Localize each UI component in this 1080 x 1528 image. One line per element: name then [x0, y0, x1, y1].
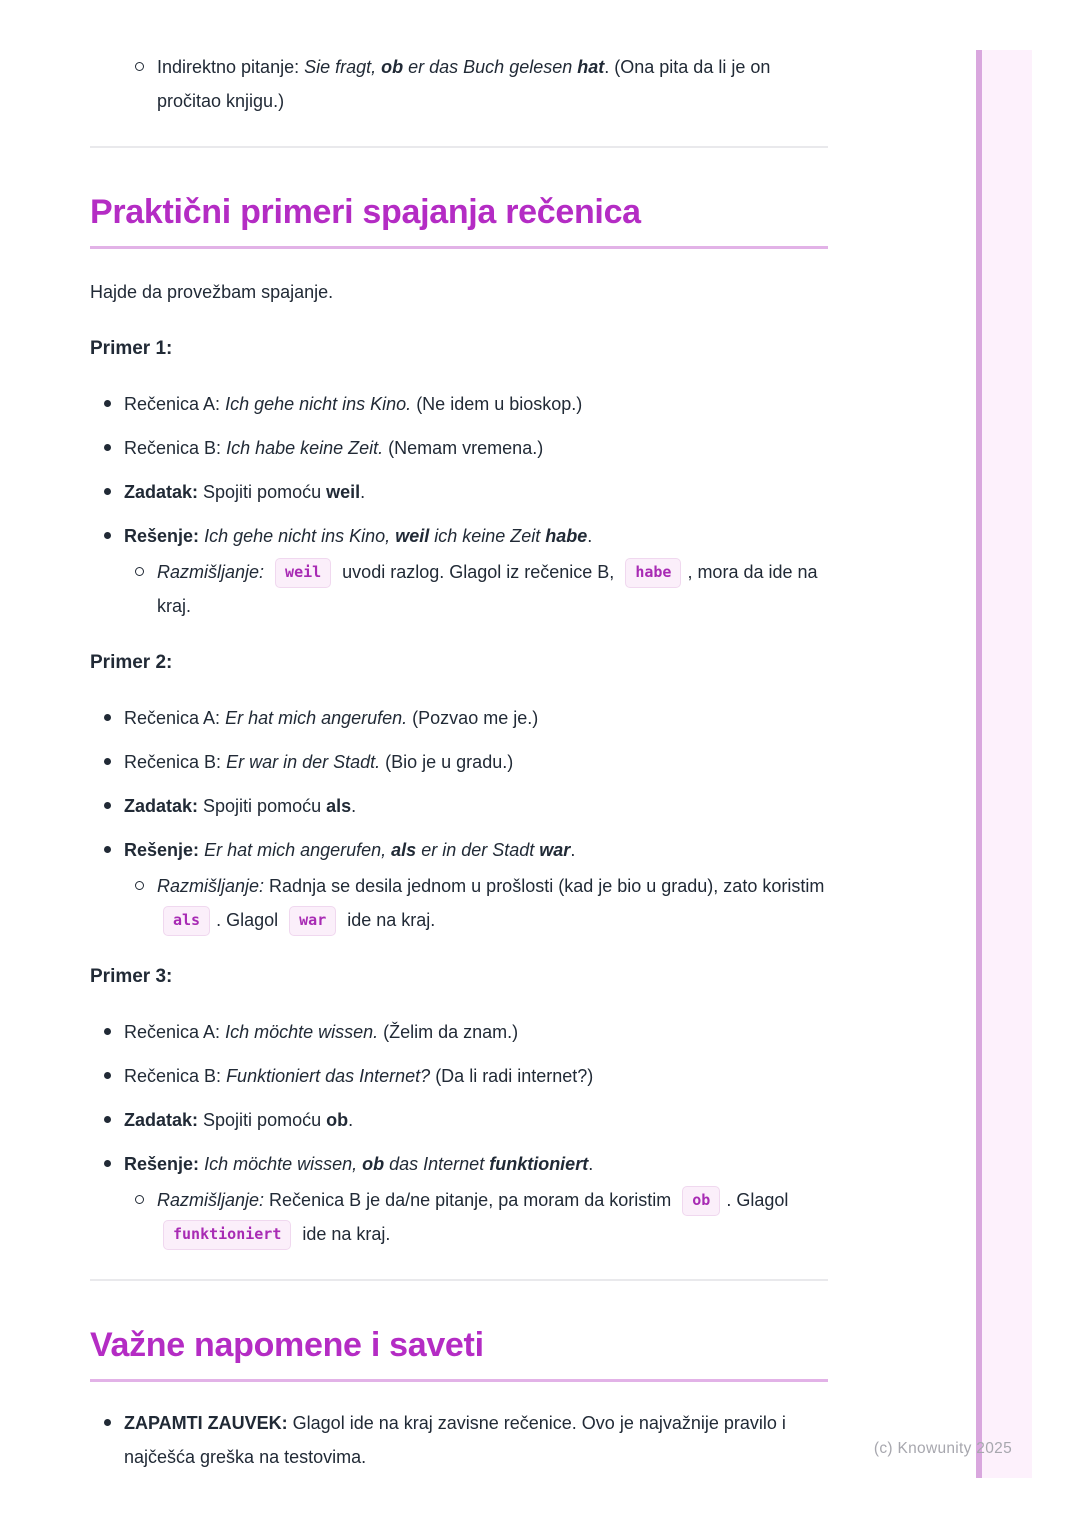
code-chip: war: [289, 906, 336, 936]
list-item-text: [124, 752, 513, 772]
text-segment: . Glagol: [216, 910, 284, 931]
text-segment: Spojiti pomoću: [198, 482, 327, 503]
text-segment: Rečenica B:: [124, 1066, 227, 1087]
example-3-list: [90, 1015, 828, 1251]
text-segment: als: [326, 796, 352, 817]
section-divider: [90, 1279, 828, 1281]
text-segment: Rešenje:: [124, 840, 200, 861]
example-1-list: [90, 387, 828, 623]
text-segment: ich keine Zeit: [429, 526, 546, 547]
code-chip: als: [163, 906, 210, 936]
section-title-important-notes: Važne napomene i saveti: [90, 1323, 828, 1382]
text-segment: war: [539, 840, 571, 861]
side-accent-stripe: [976, 50, 982, 1478]
text-segment: Rešenje:: [124, 526, 200, 547]
list-item: [124, 1103, 828, 1137]
text-segment: Er hat mich angerufen.: [225, 708, 408, 729]
text-segment: . (Ona pita da li je on pročitao knjigu.): [157, 57, 771, 111]
list-item-text: [157, 57, 770, 111]
text-segment: .: [360, 482, 366, 503]
text-segment: hat: [577, 57, 605, 77]
text-segment: Razmišljanje:: [157, 562, 270, 583]
text-segment: (Želim da znam.): [378, 1022, 519, 1043]
reasoning-sub-list: [124, 555, 828, 623]
list-item: [124, 475, 828, 509]
text-segment: (Nemam vremena.): [383, 438, 544, 459]
text-segment: Spojiti pomoću: [198, 1110, 327, 1131]
text-segment: Er hat mich angerufen,: [204, 840, 392, 861]
text-segment: .: [570, 840, 576, 861]
reasoning-sub-list: [124, 1183, 828, 1251]
text-segment: (Bio je u gradu.): [380, 752, 514, 773]
text-segment: Indirektno pitanje:: [157, 57, 305, 77]
list-item-text: [124, 840, 575, 860]
text-segment: Spojiti pomoću: [198, 796, 327, 817]
text-segment: Rečenica A:: [124, 394, 226, 415]
text-segment: Rečenica B je da/ne pitanje, pa moram da koristim: [264, 1190, 677, 1211]
text-segment: .: [351, 796, 357, 817]
text-segment: Zadatak:: [124, 796, 199, 817]
list-item: [124, 1406, 828, 1474]
text-segment: .: [588, 1154, 594, 1175]
example-2-label: Primer 2:: [90, 652, 173, 674]
list-item-text: [124, 1154, 593, 1174]
text-segment: Rečenica B:: [124, 752, 227, 773]
list-item-text: [157, 876, 824, 930]
list-item-text: [124, 526, 592, 546]
list-item: [157, 555, 828, 623]
text-segment: Er war in der Stadt.: [226, 752, 381, 773]
intro-sub-list: [90, 50, 828, 118]
example-2-list: [90, 701, 828, 937]
text-segment: ob: [381, 57, 404, 77]
list-item-text: [124, 482, 365, 502]
text-segment: (Pozvao me je.): [407, 708, 539, 729]
code-chip: habe: [625, 558, 681, 588]
text-segment: Ich möchte wissen,: [204, 1154, 363, 1175]
example-3-label: Primer 3:: [90, 966, 173, 988]
list-item-text: [157, 562, 818, 616]
text-segment: habe: [545, 526, 588, 547]
list-item: [124, 387, 828, 421]
list-item-text: [157, 1190, 788, 1244]
text-segment: ide na kraj.: [297, 1224, 391, 1245]
text-segment: weil: [395, 526, 430, 547]
text-segment: er in der Stadt: [416, 840, 540, 861]
text-segment: Zadatak:: [124, 482, 199, 503]
list-item: [124, 519, 828, 623]
list-item: [124, 789, 828, 823]
section-title-practical-examples: Praktični primeri spajanja rečenica: [90, 190, 828, 249]
text-segment: ide na kraj.: [342, 910, 436, 931]
text-segment: .: [348, 1110, 354, 1131]
list-item: [157, 50, 828, 118]
list-item-text: [124, 1413, 786, 1467]
text-segment: das Internet: [384, 1154, 490, 1175]
list-item-text: [124, 438, 543, 458]
example-1-label: Primer 1:: [90, 338, 173, 360]
text-segment: uvodi razlog. Glagol iz rečenice B,: [337, 562, 620, 583]
list-item: [124, 1059, 828, 1093]
text-segment: ob: [362, 1154, 385, 1175]
text-segment: ob: [326, 1110, 349, 1131]
lead-paragraph: Hajde da provežbam spajanje.: [90, 282, 334, 303]
text-segment: weil: [326, 482, 361, 503]
list-item-text: [124, 1066, 593, 1086]
text-segment: Rešenje:: [124, 1154, 200, 1175]
list-item: [124, 1147, 828, 1251]
text-segment: Rečenica A:: [124, 1022, 226, 1043]
list-item-text: [124, 796, 356, 816]
text-segment: funktioniert: [489, 1154, 589, 1175]
section-divider: [90, 146, 828, 148]
list-item-text: [124, 394, 582, 414]
code-chip: ob: [682, 1186, 720, 1216]
list-item: [157, 1183, 828, 1251]
text-segment: Ich habe keine Zeit.: [226, 438, 384, 459]
text-segment: Rečenica B:: [124, 438, 227, 459]
text-segment: er das Buch gelesen: [403, 57, 578, 77]
text-segment: Razmišljanje:: [157, 876, 265, 897]
text-segment: .: [587, 526, 593, 547]
list-item: [124, 745, 828, 779]
list-item: [157, 869, 828, 937]
text-segment: Ich gehe nicht ins Kino,: [204, 526, 396, 547]
watermark: (c) Knowunity 2025: [873, 1440, 1012, 1457]
code-chip: weil: [275, 558, 331, 588]
text-segment: Sie fragt,: [304, 57, 382, 77]
text-segment: Glagol ide na kraj zavisne rečenice. Ovo je najvažnije pravilo i najčešća greška na testovima.: [124, 1413, 786, 1468]
text-segment: Ich gehe nicht ins Kino.: [225, 394, 412, 415]
list-item: [124, 1015, 828, 1049]
list-item-text: [124, 1022, 518, 1042]
text-segment: Ich möchte wissen.: [225, 1022, 379, 1043]
text-segment: Radnja se desila jednom u prošlosti (kad je bio u gradu), zato koristim: [264, 876, 825, 897]
list-item: [124, 431, 828, 465]
list-item-text: [124, 708, 538, 728]
text-segment: (Ne idem u bioskop.): [411, 394, 583, 415]
reasoning-sub-list: [124, 869, 828, 937]
notes-list: [90, 1406, 828, 1474]
text-segment: Zadatak:: [124, 1110, 199, 1131]
text-segment: Funktioniert das Internet?: [226, 1066, 431, 1087]
text-segment: Rečenica A:: [124, 708, 226, 729]
side-accent-panel: [982, 50, 1032, 1478]
text-segment: , mora da ide na kraj.: [157, 562, 818, 617]
text-segment: Razmišljanje:: [157, 1190, 265, 1211]
code-chip: funktioniert: [163, 1220, 291, 1250]
list-item: [124, 833, 828, 937]
text-segment: . Glagol: [726, 1190, 789, 1211]
text-segment: ZAPAMTI ZAUVEK:: [124, 1413, 288, 1434]
list-item: [124, 701, 828, 735]
page-content: [90, 0, 828, 1474]
text-segment: als: [391, 840, 417, 861]
list-item-text: [124, 1110, 353, 1130]
text-segment: (Da li radi internet?): [430, 1066, 594, 1087]
